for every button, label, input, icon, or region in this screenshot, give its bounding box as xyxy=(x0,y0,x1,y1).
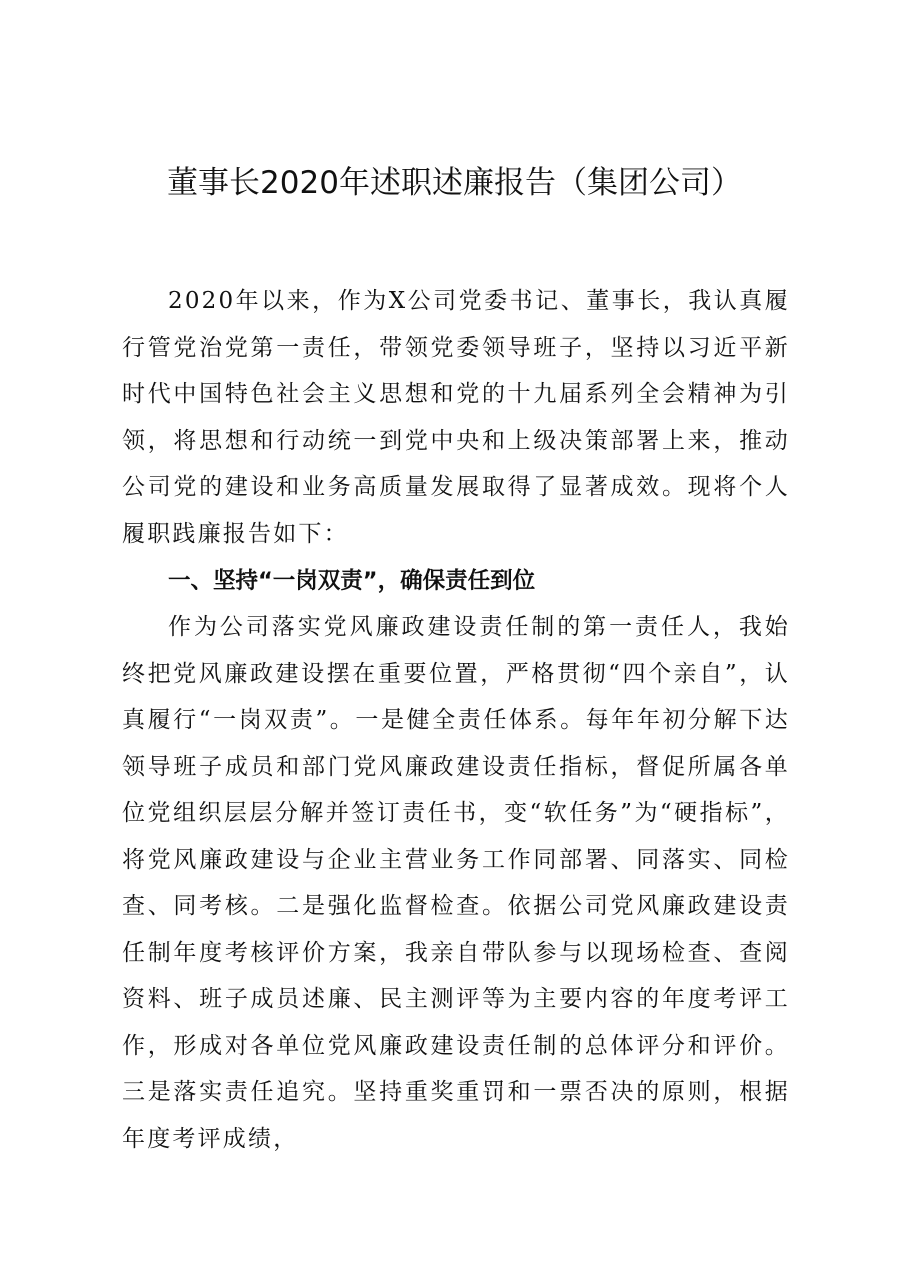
section-heading-1: 一、坚持“一岗双责”，确保责任到位 xyxy=(168,568,536,594)
section-1-paragraph: 作为公司落实党风廉政建设责任制的第一责任人，我始终把党风廉政建设摆在重要位置，严格贯彻“四个亲自”，认真履行“一岗双责”。一是健全责任体系。每年年初分解下达领导班子成员和部门党风廉政建设责任指标，督促所属各单位党组织层层分解并签订责任书，变“软任务”为“硬指标”，将党风廉政建设与企业主营业务工作同部署、同落实、同检查、同考核。二是强化监督检查。依据公司党风廉政建设责任制年度考核评价方案，我亲自带队参与以现场检查、查阅资料、班子成员述廉、民主测评等为主要内容的年度考评工作，形成对各单位党风廉政建设责任制的总体评分和评价。三是落实责任追究。坚持重奖重罚和一票否决的原则，根据年度考评成绩， xyxy=(122,614,790,1152)
document-title: 董事长2020年述职述廉报告（集团公司） xyxy=(167,165,742,201)
intro-paragraph: 2020年以来，作为X公司党委书记、董事长，我认真履行管党治党第一责任，带领党委领导班子，坚持以习近平新时代中国特色社会主义思想和党的十九届系列全会精神为引领，将思想和行动统一到党中央和上级决策部署上来，推动公司党的建设和业务高质量发展取得了显著成效。现将个人履职践廉报告如下： xyxy=(122,288,790,547)
